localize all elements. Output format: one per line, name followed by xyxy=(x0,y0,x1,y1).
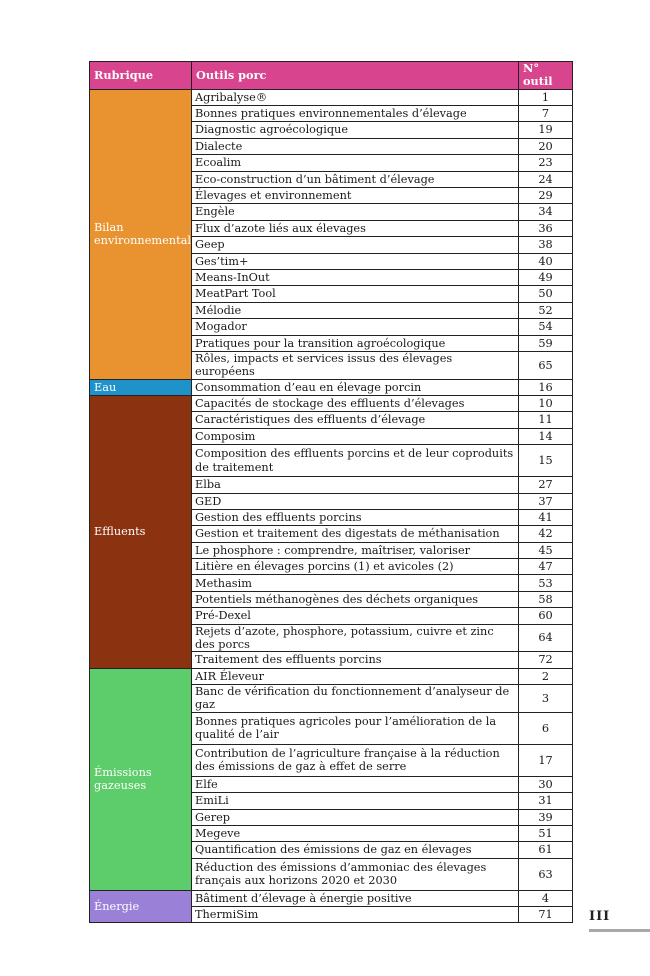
header-outils: Outils porc xyxy=(192,62,519,90)
header-numero: N° outil xyxy=(519,62,573,90)
table-body xyxy=(90,89,573,923)
tool-number-cell: 15 xyxy=(519,445,573,477)
tool-number-cell: 41 xyxy=(519,509,573,525)
tool-number-cell: 60 xyxy=(519,608,573,624)
tool-name-cell: Réduction des émissions d’ammoniac des élevages français aux horizons 2020 et 2030 xyxy=(192,858,519,890)
tool-name-cell: Dialecte xyxy=(192,138,519,154)
tool-number-cell: 64 xyxy=(519,624,573,652)
tool-number-cell: 61 xyxy=(519,842,573,858)
tool-name-cell: Banc de vérification du fonctionnement d’analyseur de gaz xyxy=(192,685,519,713)
tool-number-cell: 49 xyxy=(519,269,573,285)
rubrique-cell: Énergie xyxy=(90,890,192,923)
tool-name-cell: Le phosphore : comprendre, maîtriser, valoriser xyxy=(192,542,519,558)
tool-number-cell: 42 xyxy=(519,526,573,542)
tool-number-cell: 1 xyxy=(519,89,573,105)
rubrique-cell: Bilan environnemental xyxy=(90,89,192,379)
table-row xyxy=(90,379,573,395)
tool-number-cell: 19 xyxy=(519,122,573,138)
tool-number-cell: 27 xyxy=(519,477,573,493)
tool-number-cell: 24 xyxy=(519,171,573,187)
tool-number-cell: 3 xyxy=(519,685,573,713)
tool-number-cell: 47 xyxy=(519,559,573,575)
tool-number-cell: 34 xyxy=(519,204,573,220)
tool-name-cell: Capacités de stockage des effluents d’élevages xyxy=(192,395,519,411)
tool-name-cell: Bonnes pratiques environnementales d’élevage xyxy=(192,106,519,122)
tool-number-cell: 36 xyxy=(519,220,573,236)
tool-number-cell: 45 xyxy=(519,542,573,558)
header-row xyxy=(90,62,573,90)
tool-name-cell: Bâtiment d’élevage à énergie positive xyxy=(192,890,519,906)
tool-name-cell: Elba xyxy=(192,477,519,493)
tool-number-cell: 39 xyxy=(519,809,573,825)
tool-number-cell: 31 xyxy=(519,793,573,809)
tool-name-cell: Geep xyxy=(192,237,519,253)
tool-name-cell: Traitement des effluents porcins xyxy=(192,652,519,668)
tool-name-cell: Composition des effluents porcins et de leur coproduits de traitement xyxy=(192,445,519,477)
tool-name-cell: Potentiels méthanogènes des déchets organiques xyxy=(192,591,519,607)
tool-name-cell: Quantification des émissions de gaz en élevages xyxy=(192,842,519,858)
tool-name-cell: Elfe xyxy=(192,776,519,792)
tool-number-cell: 52 xyxy=(519,302,573,318)
tool-name-cell: Mogador xyxy=(192,319,519,335)
tool-name-cell: Gestion des effluents porcins xyxy=(192,509,519,525)
tool-number-cell: 65 xyxy=(519,351,573,379)
tool-number-cell: 23 xyxy=(519,155,573,171)
tool-name-cell: Ecoalim xyxy=(192,155,519,171)
tool-number-cell: 38 xyxy=(519,237,573,253)
tool-number-cell: 50 xyxy=(519,286,573,302)
tool-number-cell: 4 xyxy=(519,890,573,906)
tool-name-cell: Pré-Dexel xyxy=(192,608,519,624)
rubrique-cell: Émissions gazeuses xyxy=(90,668,192,890)
table-row xyxy=(90,890,573,906)
tools-table xyxy=(89,61,573,923)
tool-name-cell: Flux d’azote liés aux élevages xyxy=(192,220,519,236)
tool-number-cell: 71 xyxy=(519,907,573,923)
tool-name-cell: EmiLi xyxy=(192,793,519,809)
tool-number-cell: 6 xyxy=(519,712,573,744)
tool-name-cell: Ges’tim+ xyxy=(192,253,519,269)
tool-number-cell: 51 xyxy=(519,825,573,841)
table-row xyxy=(90,668,573,684)
tool-name-cell: Consommation d’eau en élevage porcin xyxy=(192,379,519,395)
tool-name-cell: Engèle xyxy=(192,204,519,220)
tool-number-cell: 16 xyxy=(519,379,573,395)
tool-name-cell: AIR Éleveur xyxy=(192,668,519,684)
tool-name-cell: Diagnostic agroécologique xyxy=(192,122,519,138)
table-row xyxy=(90,89,573,105)
tool-number-cell: 37 xyxy=(519,493,573,509)
tool-name-cell: Pratiques pour la transition agroécologique xyxy=(192,335,519,351)
tool-name-cell: Bonnes pratiques agricoles pour l’amélioration de la qualité de l’air xyxy=(192,712,519,744)
rubrique-cell: Effluents xyxy=(90,395,192,668)
tool-number-cell: 53 xyxy=(519,575,573,591)
tool-number-cell: 72 xyxy=(519,652,573,668)
table-row xyxy=(90,395,573,411)
tool-name-cell: Composim xyxy=(192,428,519,444)
tool-number-cell: 40 xyxy=(519,253,573,269)
tool-number-cell: 20 xyxy=(519,138,573,154)
tool-name-cell: ThermiSim xyxy=(192,907,519,923)
page-number: III xyxy=(589,909,611,924)
tool-name-cell: GED xyxy=(192,493,519,509)
header-rubrique: Rubrique xyxy=(90,62,192,90)
tool-name-cell: Gestion et traitement des digestats de méthanisation xyxy=(192,526,519,542)
tool-number-cell: 54 xyxy=(519,319,573,335)
tool-name-cell: Agribalyse® xyxy=(192,89,519,105)
tool-name-cell: Means-InOut xyxy=(192,269,519,285)
rubrique-cell: Eau xyxy=(90,379,192,395)
tool-number-cell: 30 xyxy=(519,776,573,792)
tool-number-cell: 2 xyxy=(519,668,573,684)
tool-name-cell: MeatPart Tool xyxy=(192,286,519,302)
tool-number-cell: 14 xyxy=(519,428,573,444)
tool-number-cell: 10 xyxy=(519,395,573,411)
tool-number-cell: 17 xyxy=(519,744,573,776)
tool-name-cell: Caractéristiques des effluents d’élevage xyxy=(192,412,519,428)
tool-name-cell: Élevages et environnement xyxy=(192,188,519,204)
tool-name-cell: Rôles, impacts et services issus des élevages européens xyxy=(192,351,519,379)
tool-name-cell: Rejets d’azote, phosphore, potassium, cuivre et zinc des porcs xyxy=(192,624,519,652)
tool-name-cell: Contribution de l’agriculture française à la réduction des émissions de gaz à effet de serre xyxy=(192,744,519,776)
tool-name-cell: Gerep xyxy=(192,809,519,825)
tool-number-cell: 7 xyxy=(519,106,573,122)
tool-name-cell: Methasim xyxy=(192,575,519,591)
tool-name-cell: Megeve xyxy=(192,825,519,841)
tool-number-cell: 58 xyxy=(519,591,573,607)
tool-number-cell: 59 xyxy=(519,335,573,351)
tool-name-cell: Mélodie xyxy=(192,302,519,318)
tool-number-cell: 11 xyxy=(519,412,573,428)
tool-name-cell: Litière en élevages porcins (1) et avicoles (2) xyxy=(192,559,519,575)
tool-name-cell: Eco-construction d’un bâtiment d’élevage xyxy=(192,171,519,187)
page-number-rule xyxy=(589,929,650,932)
tool-number-cell: 29 xyxy=(519,188,573,204)
tool-number-cell: 63 xyxy=(519,858,573,890)
